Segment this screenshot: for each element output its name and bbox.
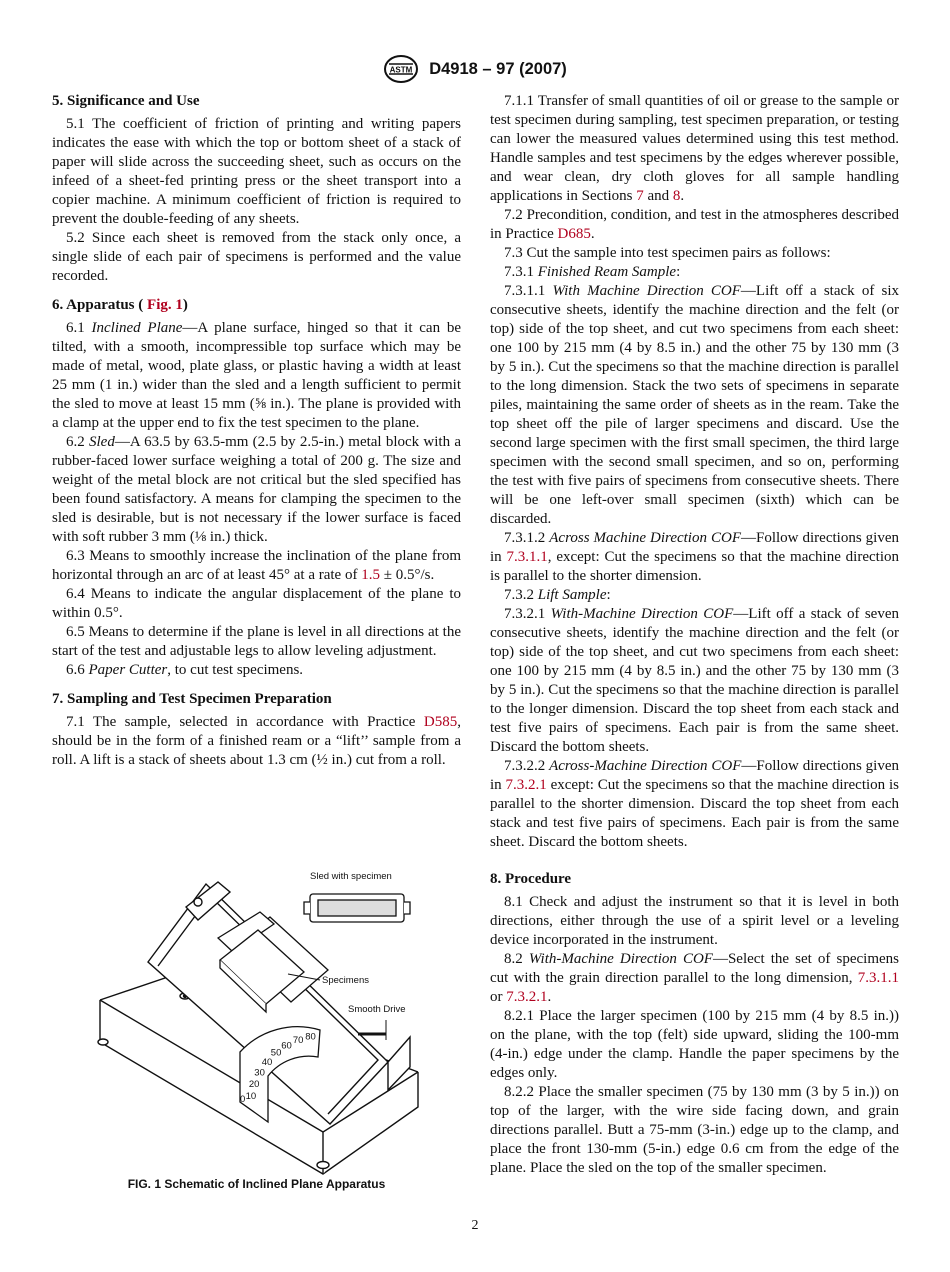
right-column xyxy=(490,92,899,1178)
para-7-3-2-2: 7.3.2.2 Across-Machine Direction COF—Follow directions given in 7.3.2.1 except: Cut the specimens so that the machine direction is parallel to the shorter dimension. Discard the top sheet from each stack and test five pairs of specimens. Each pair is from the same sheet. Discard the bottom sheets. xyxy=(490,758,900,850)
section-8-link[interactable]: 8 xyxy=(672,188,681,204)
section-7-heading: 7. Sampling and Test Specimen Preparation xyxy=(52,691,332,707)
protractor-tick-80: 80 xyxy=(305,1031,316,1043)
protractor-tick-10: 10 xyxy=(245,1091,257,1103)
figure-caption: FIG. 1 Schematic of Inclined Plane Apparatus xyxy=(127,1177,386,1191)
para-6-1: 6.1 Inclined Plane—A plane surface, hinged so that it can be tilted, with a smooth, incompressible top surface which may be made of metal, wood, plate glass, or plastic having a width at least 25 mm (1 in.) wider than the sled and a length sufficient to permit the sled to move at least 15 mm (⅝ in.). The plane is provided with a clamp at the upper end to fix the test specimen to the plane. xyxy=(52,320,461,431)
protractor-tick-60: 60 xyxy=(281,1040,292,1052)
ref-8-7-3-2-1-link[interactable]: 7.3.2.1 xyxy=(506,989,548,1005)
para-8-1: 8.1 Check and adjust the instrument so that it is level in both directions, either through the use of a spirit level or a leveling device incorporated in the instrument. xyxy=(490,894,899,948)
para-6-5: 6.5 Means to determine if the plane is level in all directions at the start of the test and adjustable legs to allow leveling adjustment. xyxy=(52,624,461,659)
section-8-heading: 8. Procedure xyxy=(490,871,572,887)
inclined-plane-figure xyxy=(88,862,438,1182)
para-5-1: 5.1 The coefficient of friction of printing and writing papers indicates the ease with which the top or bottom sheet of a stack of paper will slide across the succeeding sheet, such as occurs on the infeed of a sheet-fed printing press or the sheet transport into a copier machine. A minimum coefficient of friction is required to prevent the double-feeding of any sheets. xyxy=(52,116,461,227)
label-smooth-drive: Smooth Drive xyxy=(348,1004,406,1015)
para-7-2: 7.2 Precondition, condition, and test in the atmospheres described in Practice D685. xyxy=(490,207,899,242)
para-7-3-1-1: 7.3.1.1 With Machine Direction COF—Lift off a stack of six consecutive sheets, identify the machine direction and the felt (or top) side of the top sheet, and cut two specimens from each sheet: one 100 by 215 mm (4 by 8.5 in.) and the other 75 by 130 mm (3 by 5 in.). Cut the specimens so that the machine direction is parallel to the long dimension. Stack the two sets of specimens in separate piles, maintaining the same order of sheets as in the ream. Take the top sheet off the pile of larger specimens and discard. Use the second large specimen with the first small specimen, the third large specimen with the second small specimen, and so on, performing the test with five pairs of specimens from consecutive sheets. There will be one left-over small specimen (sixth) which can be discarded. xyxy=(490,283,899,527)
ref-1-5-link[interactable]: 1.5 xyxy=(361,567,380,583)
para-7-3-1-2: 7.3.1.2 Across Machine Direction COF—Follow directions given in 7.3.1.1, except: Cut the specimens so that the machine direction is parallel to the shorter dimension. xyxy=(490,530,899,584)
document-id: D4918 – 97 (2007) xyxy=(429,59,567,78)
protractor-tick-40: 40 xyxy=(261,1056,273,1068)
para-6-6: 6.6 Paper Cutter, to cut test specimens. xyxy=(66,662,304,678)
para-6-2: 6.2 Sled—A 63.5 by 63.5-mm (2.5 by 2.5-in.) metal block with a rubber-faced lower surface weighing a total of 200 g. The size and weight of the metal block are not critical but the sled specified has been found satisfactory. A means for clamping the specimen to the sled is desirable, but is not necessary if the lower surface is faced with soft rubber 3 mm (⅛ in.) thick. xyxy=(52,434,461,545)
para-6-3: 6.3 Means to smoothly increase the inclination of the plane from horizontal through an arc of at least 45° at a rate of 1.5 ± 0.5°/s. xyxy=(52,548,461,583)
page-header xyxy=(0,54,950,84)
para-7-3: 7.3 Cut the sample into test specimen pairs as follows: xyxy=(504,245,831,261)
para-7-1: 7.1 The sample, selected in accordance with Practice D585, should be in the form of a finished ream or a “lift’’ sample from a roll. A lift is a stack of sheets about 1.3 cm (½ in.) cut from a roll. xyxy=(52,714,461,768)
section-6-heading: 6. Apparatus ( Fig. 1) xyxy=(52,297,188,313)
para-7-1-1: 7.1.1 Transfer of small quantities of oil or grease to the sample or test specimen during sampling, test specimen preparation, or testing can lower the measured values determined using this test method. Handle samples and test specimens by the edges wherever possible, and wear clean, dry cloth gloves for all sample handling applications in Sections 7 and 8. xyxy=(490,93,899,204)
page-number: 2 xyxy=(471,1218,479,1233)
d685-link[interactable]: D685 xyxy=(557,226,591,242)
svg-text:ASTM: ASTM xyxy=(389,65,413,75)
protractor-tick-20: 20 xyxy=(248,1078,260,1090)
ref-7-3-2-1-link[interactable]: 7.3.2.1 xyxy=(505,777,547,793)
d585-link[interactable]: D585 xyxy=(423,714,458,730)
label-specimens: Specimens xyxy=(322,975,369,986)
para-8-2: 8.2 With-Machine Direction COF—Select the set of specimens cut with the grain direction parallel to the long dimension, 7.3.1.1 or 7.3.2.1. xyxy=(490,951,899,1005)
protractor-tick-50: 50 xyxy=(270,1047,282,1059)
section-5-heading: 5. Significance and Use xyxy=(52,93,200,109)
protractor-tick-30: 30 xyxy=(254,1067,265,1079)
fig-1-link[interactable]: Fig. 1 xyxy=(147,297,183,313)
para-8-2-2: 8.2.2 Place the smaller specimen (75 by 130 mm (3 by 5 in.)) on top of the larger, with the wire side facing down, and grain directions parallel. Butt a 75-mm (3-in.) edge up to the clamp, and place the front 130-mm (5-in.) edge 0.6 cm from the edge of the plane. Place the sled on the top of the smaller specimen. xyxy=(490,1084,899,1176)
protractor-tick-70: 70 xyxy=(292,1034,304,1046)
para-6-4: 6.4 Means to indicate the angular displacement of the plane to within 0.5°. xyxy=(52,586,461,621)
label-sled-with-specimen: Sled with specimen xyxy=(310,871,392,882)
sled-inset xyxy=(304,894,410,922)
protractor-zero: 0 xyxy=(240,1094,246,1105)
para-8-2-1: 8.2.1 Place the larger specimen (100 by 215 mm (4 by 8.5 in.)) on the plane, with the top (felt) side upward, sliding the 100-mm (4-in.) edge under the clamp. Handle the paper specimens by the edges only. xyxy=(490,1008,899,1081)
para-7-3-2: 7.3.2 Lift Sample: xyxy=(504,587,611,603)
section-7-link[interactable]: 7 xyxy=(636,188,644,204)
para-7-3-1: 7.3.1 Finished Ream Sample: xyxy=(504,264,681,280)
para-5-2: 5.2 Since each sheet is removed from the stack only once, a single slide of each pair of specimens is performed and the value recorded. xyxy=(52,230,461,284)
astm-logo xyxy=(383,54,419,84)
para-7-3-2-1: 7.3.2.1 With-Machine Direction COF—Lift off a stack of seven consecutive sheets, identify the machine direction and the felt (or top) side of the top sheet, and cut two specimens from each sheet: one 100 by 215 mm (4 by 8.5 in.) and the other 75 by 130 mm (3 by 5 in.). Cut the specimens so that the machine direction is parallel to the longer dimension. Discard the top sheet from each stack and test five pairs of specimens. Each pair is from the same sheet. Discard the bottom sheets. xyxy=(490,606,899,755)
left-column xyxy=(52,92,461,770)
ref-8-7-3-1-1-link[interactable]: 7.3.1.1 xyxy=(857,970,899,986)
ref-7-3-1-1-link[interactable]: 7.3.1.1 xyxy=(506,549,548,565)
